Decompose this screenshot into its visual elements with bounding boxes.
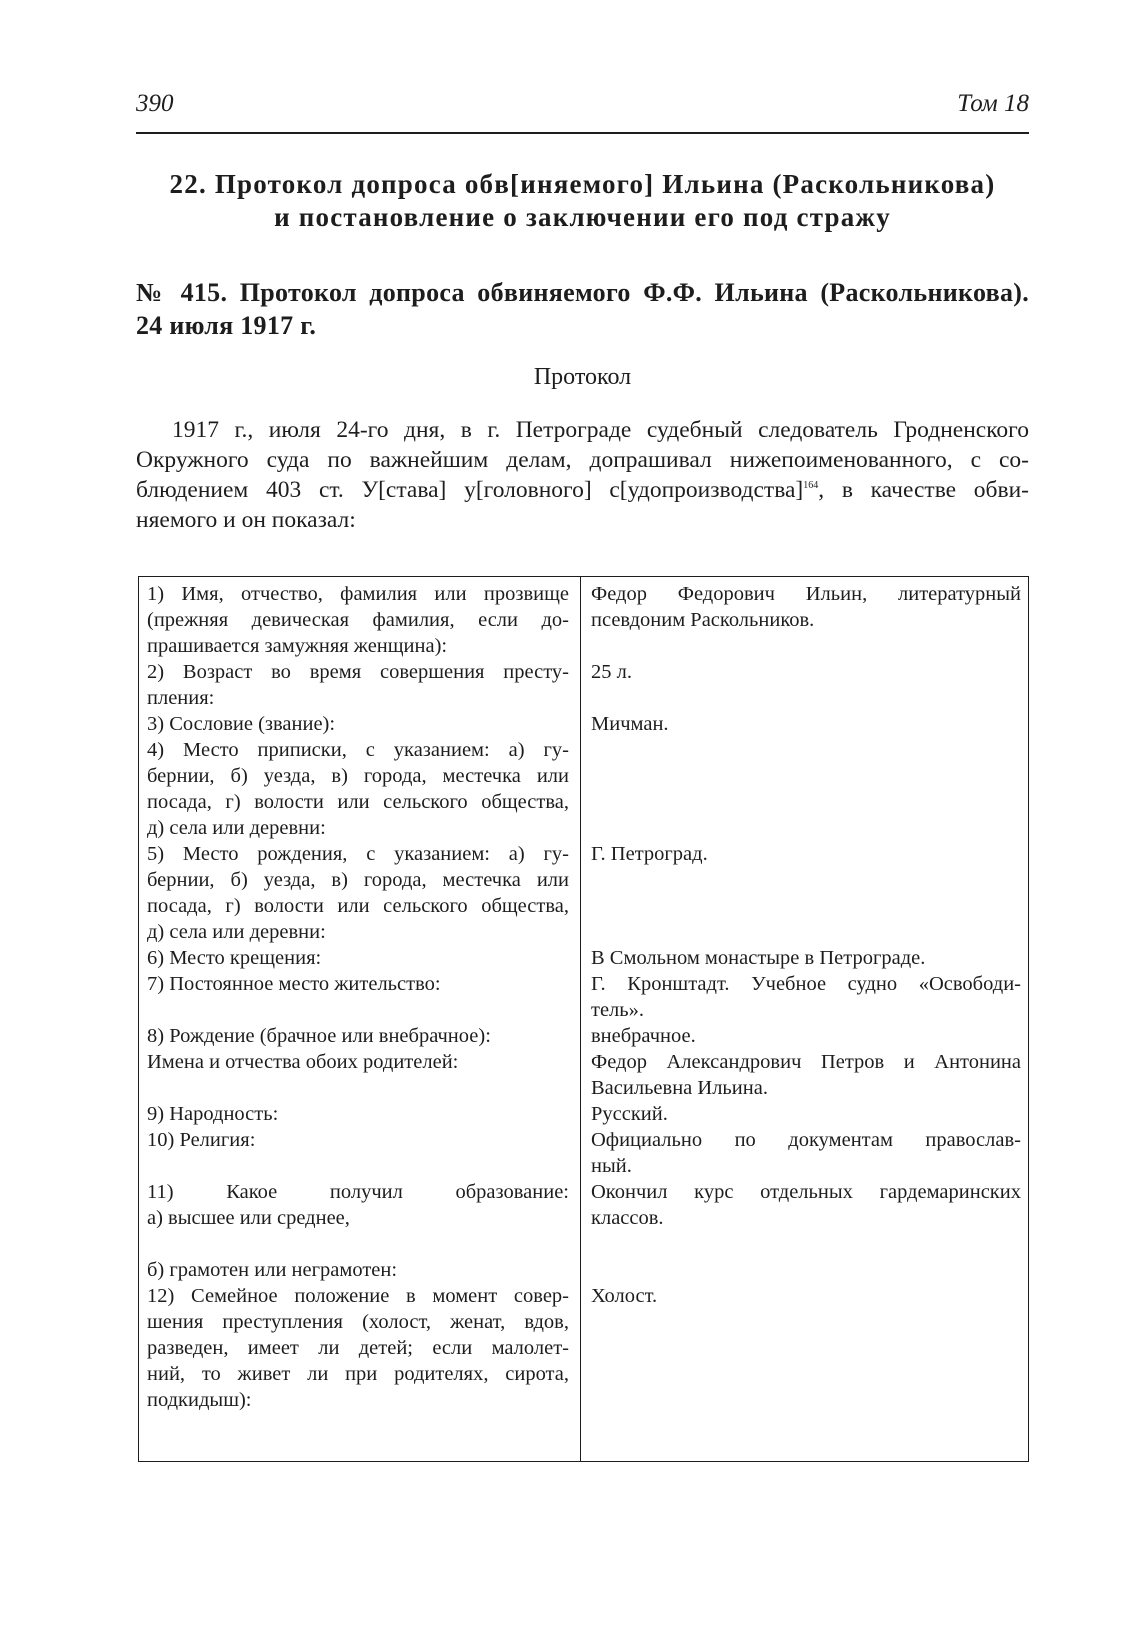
answer-cell: [591, 1049, 1021, 1101]
answer-line: Г. Кронштадт. Учебное судно «Освободи-: [591, 973, 1021, 995]
question-cell: [147, 581, 569, 659]
question-line: Имена и отчества обоих родителей:: [147, 1051, 459, 1073]
answer-cell: [591, 1283, 1021, 1309]
question-cell: [147, 1257, 569, 1283]
answer-line: Г. Петроград.: [591, 843, 708, 865]
answer-cell: [591, 1101, 1021, 1127]
document-heading-line-2: 24 июля 1917 г.: [136, 311, 317, 340]
question-cell: [147, 971, 569, 997]
answer-line: Мичман.: [591, 713, 669, 735]
answer-line: Окончил курс отдельных гардемаринских: [591, 1181, 1021, 1203]
intro-line-3-after: , в качестве обви-: [818, 477, 1029, 503]
intro-line-3-before: блюдением 403 ст. У[става] у[головного] с[удопроизводства]: [136, 477, 804, 503]
question-line: 4) Место приписки, с указанием: а) гу-: [147, 739, 569, 761]
question-line: бернии, б) уезда, в) города, местечка или: [147, 765, 569, 787]
question-line: 11) Какое получил образование:: [147, 1181, 569, 1203]
answer-line: Холост.: [591, 1285, 658, 1307]
question-cell: [147, 1049, 569, 1075]
answer-cell: [591, 659, 1021, 685]
answer-cell: [591, 945, 1021, 971]
question-line: 1) Имя, отчество, фамилия или прозвище: [147, 583, 569, 605]
question-line: 8) Рождение (брачное или внебрачное):: [147, 1025, 491, 1047]
intro-paragraph: [136, 415, 1029, 535]
question-cell: [147, 711, 569, 737]
question-line: д) села или деревни:: [147, 817, 326, 839]
question-cell: [147, 841, 569, 945]
answer-line: тель».: [591, 999, 645, 1021]
question-line: посада, г) волости или сельского общества,: [147, 895, 569, 917]
answer-cell: [591, 581, 1021, 633]
question-line: подкидыш):: [147, 1389, 252, 1411]
question-line: прашивается замужняя женщина):: [147, 635, 448, 657]
answer-line: Федор Федорович Ильин, литературный: [591, 583, 1021, 605]
question-cell: [147, 1179, 569, 1231]
question-line: 12) Семейное положение в момент совер-: [147, 1285, 569, 1307]
question-cell: [147, 945, 569, 971]
section-title-line-1: 22. Протокол допроса обв[иняемого] Ильина (Раскольникова): [169, 169, 996, 199]
answer-cell: [591, 711, 1021, 737]
page-number: 390: [136, 90, 174, 117]
answer-line: В Смольном монастыре в Петрограде.: [591, 947, 926, 969]
answer-line: Васильевна Ильина.: [591, 1077, 768, 1099]
question-cell: [147, 1023, 569, 1049]
answer-cell: [591, 971, 1021, 1023]
question-line: 5) Место рождения, с указанием: а) гу-: [147, 843, 569, 865]
question-line: ний, то живет ли при родителях, сирота,: [147, 1363, 569, 1385]
answer-line: Федор Александрович Петров и Антонина: [591, 1051, 1021, 1073]
question-line: а) высшее или среднее,: [147, 1207, 350, 1229]
question-line: 6) Место крещения:: [147, 947, 322, 969]
volume-label: Том 18: [957, 90, 1029, 117]
question-cell: [147, 1127, 569, 1153]
question-line: (прежняя девическая фамилия, если до-: [147, 609, 569, 631]
question-line: 7) Постоянное место жительство:: [147, 973, 441, 995]
answer-line: Русский.: [591, 1103, 668, 1125]
question-cell: [147, 737, 569, 841]
intro-line-2: Окружного суда по важнейшим делам, допрашивал нижепоименованного, с со-: [136, 447, 1029, 473]
question-line: б) грамотен или неграмотен:: [147, 1259, 398, 1281]
answer-cell: [591, 841, 1021, 867]
answer-cell: [591, 1179, 1021, 1231]
answer-line: классов.: [591, 1207, 664, 1229]
question-cell: [147, 1101, 569, 1127]
answer-line: Официально по документам православ-: [591, 1129, 1021, 1151]
answer-line: ный.: [591, 1155, 632, 1177]
answer-cell: [591, 1127, 1021, 1179]
question-cell: [147, 1283, 569, 1413]
question-line: пления:: [147, 687, 215, 709]
question-line: 10) Религия:: [147, 1129, 256, 1151]
intro-line-1: 1917 г., июля 24-го дня, в г. Петрограде судебный следователь Гродненского: [172, 417, 1029, 443]
question-line: посада, г) волости или сельского общества,: [147, 791, 569, 813]
question-line: д) села или деревни:: [147, 921, 326, 943]
document-heading-line-1: № 415. Протокол допроса обвиняемого Ф.Ф. Ильина (Раскольникова).: [136, 278, 1029, 307]
question-line: шения преступления (холост, женат, вдов,: [147, 1311, 569, 1333]
answer-line: псевдоним Раскольников.: [591, 609, 815, 631]
answer-line: внебрачное.: [591, 1025, 696, 1047]
document-heading: [136, 276, 1029, 342]
interrogation-table: [138, 576, 1029, 1462]
question-line: разведен, имеет ли детей; если малолет-: [147, 1337, 569, 1359]
running-head: [136, 88, 1029, 134]
intro-line-3: [136, 475, 1029, 505]
question-line: 2) Возраст во время совершения престу-: [147, 661, 569, 683]
section-title: [136, 168, 1029, 234]
answer-line: 25 л.: [591, 661, 632, 683]
question-line: бернии, б) уезда, в) города, местечка или: [147, 869, 569, 891]
question-line: 9) Народность:: [147, 1103, 279, 1125]
intro-line-4: няемого и он показал:: [136, 507, 356, 533]
section-title-line-2: и постановление о заключении его под стражу: [274, 202, 891, 232]
protocol-title: Протокол: [533, 364, 632, 390]
answer-cell: [591, 1023, 1021, 1049]
question-cell: [147, 659, 569, 711]
column-divider: [580, 577, 581, 1461]
footnote-marker: 164: [803, 480, 819, 491]
question-line: 3) Сословие (звание):: [147, 713, 336, 735]
